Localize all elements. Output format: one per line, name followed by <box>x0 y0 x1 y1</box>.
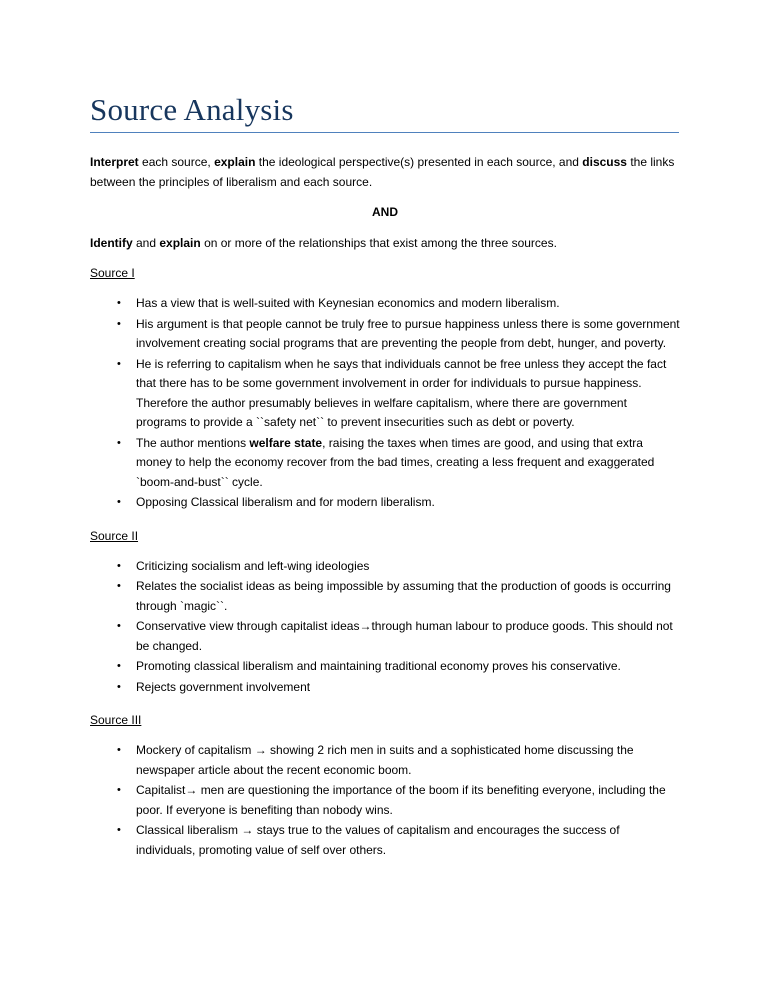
list-item <box>90 577 680 616</box>
list-item-text: The author mentions <box>136 435 250 450</box>
list-item <box>90 294 680 314</box>
list-item-text: He is referring to capitalism when he says that individuals cannot be free unless they accept the fact that there has to be some government involvement in order for individuals to pursue happiness. Therefore the author presumably believes in welfare capitalism, where there are government programs to provide a ``safety net`` to prevent insecurities such as debt or poverty. <box>136 356 667 429</box>
bullet-icon: • <box>117 297 121 309</box>
list-item <box>90 678 680 698</box>
text-run: each source, <box>138 155 215 169</box>
bold-term: welfare state <box>249 435 323 450</box>
bullet-icon: • <box>117 744 121 756</box>
list-item-text: His argument is that people cannot be truly free to pursue happiness unless there is some government involvement creating social programs that are preventing the people from debt, hunger, and poverty. <box>136 316 680 350</box>
page-title: Source Analysis <box>90 92 294 127</box>
list-item <box>90 741 680 780</box>
relationship-paragraph <box>90 233 680 253</box>
text-run: and <box>132 236 160 250</box>
list-item-text: Has a view that is well-suited with Keynesian economics and modern liberalism. <box>136 296 560 310</box>
bullet-icon: • <box>117 436 121 449</box>
list-item-text: Classical liberalism → stays true to the values of capitalism and encourages the success of individuals, promoting value of self over others. <box>136 823 620 857</box>
bullet-icon: • <box>117 580 121 592</box>
bold-term: explain <box>159 236 201 250</box>
instructions-paragraph <box>90 152 680 192</box>
list-item <box>90 315 680 354</box>
and-separator: AND <box>372 205 398 219</box>
spacer <box>90 514 680 526</box>
title-divider <box>90 132 679 133</box>
bullet-icon: • <box>117 784 121 796</box>
list-item-text: Relates the socialist ideas as being impossible by assuming that the production of goods is occurring through `magic``. <box>136 579 671 613</box>
list-item <box>90 781 680 820</box>
bullet-icon: • <box>117 357 121 370</box>
source-1-list <box>90 294 680 513</box>
bold-term: discuss <box>582 155 627 169</box>
list-item <box>90 821 680 860</box>
bullet-icon: • <box>117 660 121 672</box>
document-body <box>90 152 680 861</box>
bold-term: Interpret <box>90 155 139 169</box>
list-item-text: Rejects government involvement <box>136 679 311 694</box>
list-item-text: Conservative view through capitalist ideas→through human labour to produce goods. This should not be changed. <box>136 619 673 653</box>
list-item <box>90 617 680 656</box>
bullet-icon: • <box>117 559 121 572</box>
list-item-text: , raising the taxes when times are good, and using that extra money to help the economy recover from the bad times, creating a less frequent and exaggerated `boom-and-bust`` cycle. <box>136 435 655 489</box>
spacer <box>90 698 680 710</box>
bullet-icon: • <box>117 496 121 508</box>
text-run: the ideological perspective(s) presented in each source, and <box>255 155 583 169</box>
source-2-list <box>90 557 680 698</box>
bullet-icon: • <box>117 620 121 632</box>
bold-term: explain <box>214 155 256 169</box>
list-item <box>90 557 680 577</box>
source-heading-1: Source I <box>90 266 135 280</box>
text-run: on or more of the relationships that exist among the three sources. <box>200 236 557 250</box>
source-3-list <box>90 741 680 860</box>
bullet-icon: • <box>117 680 121 693</box>
list-item-text: Criticizing socialism and left-wing ideologies <box>136 558 370 573</box>
bullet-icon: • <box>117 824 121 836</box>
list-item <box>90 493 680 513</box>
list-item <box>90 355 680 433</box>
list-item <box>90 434 680 493</box>
list-item <box>90 657 680 677</box>
bold-term: Identify <box>90 236 133 250</box>
bullet-icon: • <box>117 317 121 330</box>
source-heading-3: Source III <box>90 713 142 727</box>
list-item-text: Capitalist→ men are questioning the importance of the boom if its benefiting everyone, including the poor. If everyone is benefiting than nobody wins. <box>136 783 666 817</box>
source-heading-2: Source II <box>90 528 139 543</box>
text-run: the links between the principles of liberalism and each source. <box>90 155 675 189</box>
list-item-text: Opposing Classical liberalism and for modern liberalism. <box>136 495 435 509</box>
list-item-text: Promoting classical liberalism and maintaining traditional economy proves his conservative. <box>136 659 621 673</box>
list-item-text: Mockery of capitalism → showing 2 rich men in suits and a sophisticated home discussing the newspaper article about the recent economic boom. <box>136 743 634 777</box>
